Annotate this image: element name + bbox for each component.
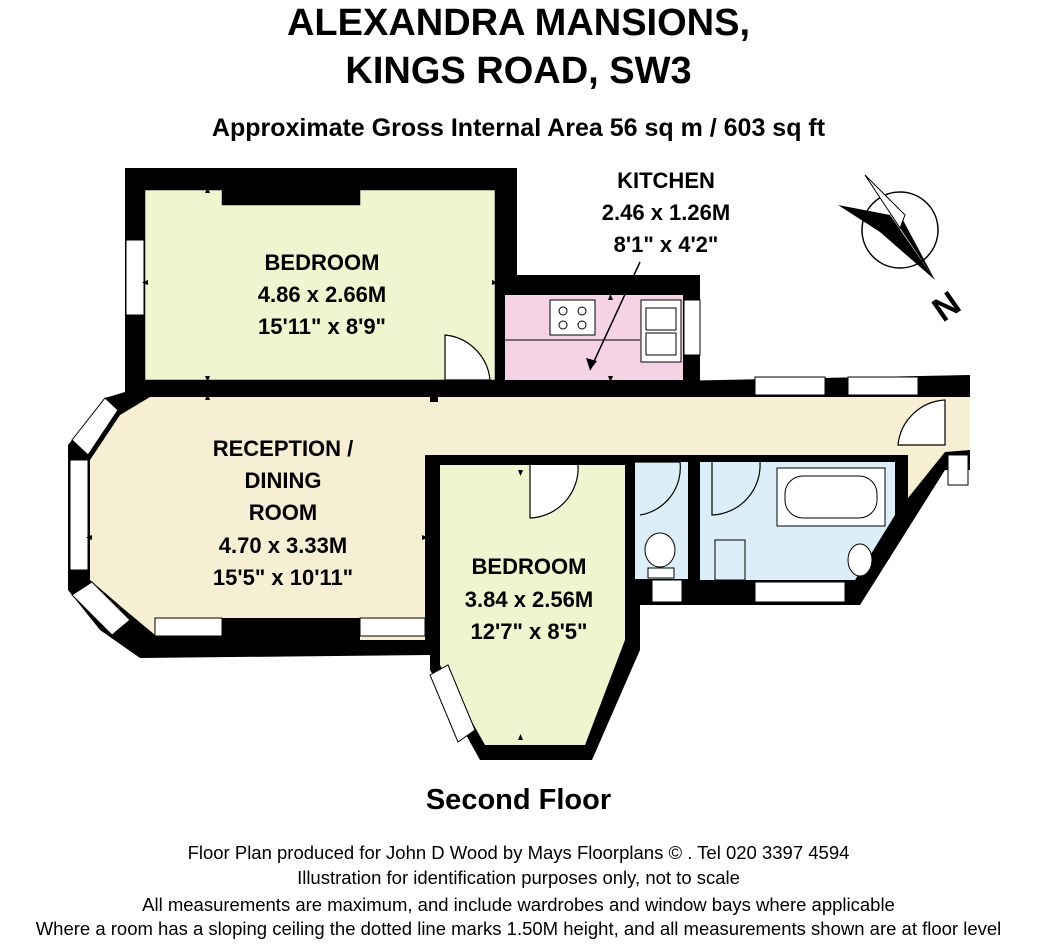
compass-label: N bbox=[925, 284, 968, 330]
reception-metric: 4.70 x 3.33M bbox=[218, 533, 348, 558]
reception-name-line1: RECEPTION / bbox=[212, 436, 354, 461]
kitchen-metric: 2.46 x 1.26M bbox=[601, 200, 731, 225]
bedroom-2-imperial: 12'7" x 8'5" bbox=[470, 619, 588, 644]
floor-name: Second Floor bbox=[425, 784, 612, 816]
property-name: ALEXANDRA MANSIONS, bbox=[286, 2, 751, 44]
bedroom-1-metric: 4.86 x 2.66M bbox=[257, 282, 387, 307]
bedroom-2-name: BEDROOM bbox=[471, 554, 587, 579]
bedroom-1-name: BEDROOM bbox=[264, 250, 380, 275]
gross-area: Approximate Gross Internal Area 56 sq m / 603 sq ft bbox=[211, 114, 826, 142]
reception-name-line2: DINING bbox=[244, 468, 322, 493]
reception-imperial: 15'5" x 10'11" bbox=[212, 565, 354, 590]
property-address: KINGS ROAD, SW3 bbox=[345, 50, 692, 92]
bedroom-1-imperial: 15'11" x 8'9" bbox=[258, 314, 386, 339]
footer-line-4: Where a room has a sloping ceiling the dotted line marks 1.50M height, and all measurements shown are at floor level bbox=[35, 918, 1002, 939]
footer-line-2: Illustration for identification purposes only, not to scale bbox=[297, 867, 740, 888]
footer-line-3: All measurements are maximum, and include wardrobes and window bays where applicable bbox=[142, 894, 895, 915]
footer-line-1: Floor Plan produced for John D Wood by Mays Floorplans © . Tel 020 3397 4594 bbox=[187, 842, 850, 863]
compass-icon bbox=[838, 175, 938, 280]
reception-name-line3: ROOM bbox=[248, 500, 318, 525]
kitchen-imperial: 8'1" x 4'2" bbox=[613, 232, 719, 257]
bedroom-2-metric: 3.84 x 2.56M bbox=[464, 587, 594, 612]
kitchen-name: KITCHEN bbox=[617, 168, 715, 193]
